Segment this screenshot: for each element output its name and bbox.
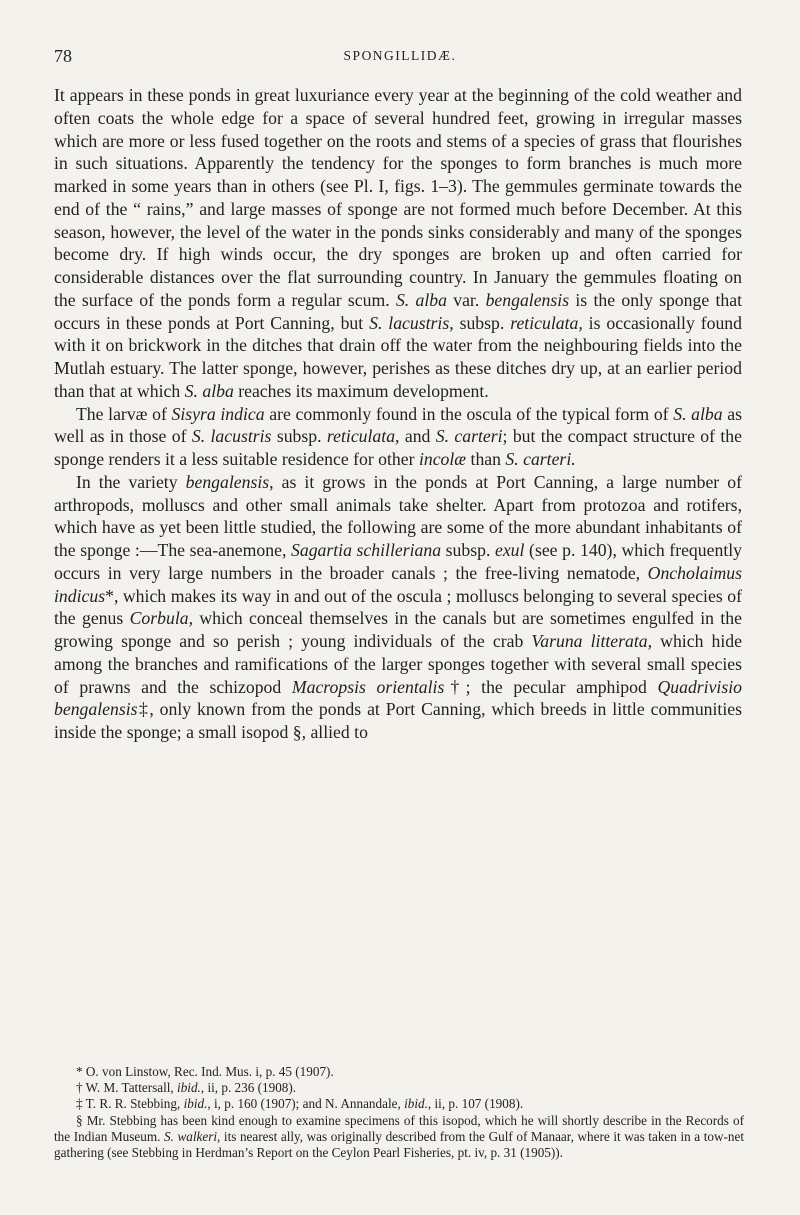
italic-run: S. carteri xyxy=(435,426,503,447)
footnote-3 xyxy=(54,1096,744,1112)
italic-run: Oncholaimus indicus xyxy=(54,562,742,606)
text-run: as it grows in the ponds at Port Canning, a large number of arthropods, molluscs and other small animals take shelter. Apart from protozoa and rotifers, which have as yet been little studied, the following are some of the more abundant inhabitants of the sponge :—The sea-anemone, xyxy=(54,471,742,560)
italic-run: ibid. xyxy=(404,1096,428,1112)
text-run: , ii, p. 236 (1908). xyxy=(200,1080,297,1096)
footnote-4 xyxy=(54,1113,744,1162)
italic-run: S. lacustris xyxy=(191,426,272,447)
text-run: is the only sponge that occurs in these ponds at Port Canning, but xyxy=(54,289,743,333)
italic-run: incolæ xyxy=(418,449,467,469)
italic-run: bengalensis xyxy=(485,289,570,310)
text-run: which hide among the branches and ramifications of the larger sponges together with several small species of prawns and the schizopod xyxy=(54,631,742,697)
italic-run: exul xyxy=(494,540,525,560)
italic-run: Quadrivisio bengalensis xyxy=(54,676,742,720)
text-run: as well as in those of xyxy=(54,403,742,447)
text-run: , i, p. 160 (1907); and N. Annandale, xyxy=(207,1096,405,1112)
italic-run: reticulata, xyxy=(510,312,583,333)
italic-run: bengalensis, xyxy=(185,471,274,492)
text-run: ‡, only known from the ponds at Port Canning, which breeds in little communities inside the sponge; a small isopod §, allied to xyxy=(54,699,742,742)
text-run: (see p. 140), which frequently occurs in very large numbers in the broader canals ; the free-living nematode, xyxy=(54,540,742,583)
text-run: subsp. xyxy=(441,540,495,560)
italic-run: Corbula, xyxy=(129,608,194,629)
italic-run: ibid. xyxy=(183,1096,208,1112)
italic-run: Sagartia schilleriana xyxy=(291,540,442,560)
italic-run: Macropsis orientalis xyxy=(291,676,445,697)
text-run: is occasionally found with it on brickwork in the ditches that drain off the water from the neighbouring fields into the Mutlah estuary. The latter sponge, however, perishes as these ditches dry up, at an earlier period than that at which xyxy=(54,312,742,401)
footnote-1 xyxy=(54,1064,744,1080)
text-run: subsp. xyxy=(453,312,511,333)
text-run: reaches its maximum development. xyxy=(233,380,489,401)
paragraph-3 xyxy=(54,471,742,744)
italic-run: ibid. xyxy=(177,1080,201,1096)
text-run: In the variety xyxy=(76,471,186,492)
text-run: are commonly found in the oscula of the typical form of xyxy=(264,403,674,424)
text-run: , ii, p. 107 (1908). xyxy=(427,1096,524,1112)
italic-run: S. lacustris, xyxy=(369,312,454,333)
page-number: 78 xyxy=(54,46,72,66)
body-text xyxy=(54,84,742,744)
text-run: which conceal themselves in the canals but are sometimes engulfed in the growing sponge and so perish ; young individuals of the crab xyxy=(54,608,742,651)
text-run: than xyxy=(466,449,506,469)
running-title: SPONGILLIDÆ. xyxy=(343,48,457,63)
text-run: †; the pecular amphipod xyxy=(444,676,658,697)
italic-run: S. alba xyxy=(184,380,234,401)
text-run: It appears in these ponds in great luxuriance every year at the beginning of the cold weather and often coats the whole edge for a space of several hundred feet, growing in irregular masses which are more or less fused together on the roots and stems of a species of grass that flourishes in such situations. Apparently the tendency for the sponges to form branches is much more marked in some years than in others (see Pl. I, figs. 1–3). The gemmules germinate towards the end of the “ rains,” and large masses of sponge are not formed much before December. At this season, however, the level of the water in the ponds sinks considerably and many of the sponges become dry. If high winds occur, the dry sponges are broken up and often carried for considerable distances over the flat surrounding country. In January the gemmules floating on the surface of the ponds form a regular scum. xyxy=(54,85,742,310)
text-run: The larvæ of xyxy=(76,403,172,424)
footnotes xyxy=(54,1064,744,1161)
paragraph-1 xyxy=(54,84,742,403)
italic-run: S. alba xyxy=(673,403,723,424)
paragraph-2 xyxy=(54,403,742,471)
italic-run: Sisyra indica xyxy=(171,403,265,424)
italic-run: Varuna litterata, xyxy=(531,631,653,651)
text-run: and xyxy=(399,426,436,447)
text-run: its nearest ally, was originally described from the Gulf of Manaar, where it was taken in a tow-net gathering (see Stebbing in Herdman’s Report on the Ceylon Pearl Fisheries, pt. iv, p. 31 (1905)). xyxy=(54,1128,744,1161)
text-run: ‡ T. R. R. Stebbing, xyxy=(76,1096,184,1112)
italic-run: reticulata, xyxy=(326,426,400,447)
text-run: var. xyxy=(446,289,486,310)
footnote-2 xyxy=(54,1080,744,1096)
text-run: *, which makes its way in and out of the oscula ; molluscs belonging to several species of the genus xyxy=(54,585,742,629)
italic-run: S. carteri. xyxy=(505,449,576,469)
italic-run: S. alba xyxy=(395,289,447,310)
text-run: ; but the compact structure of the sponge renders it a less suitable residence for other xyxy=(54,426,743,469)
text-run: * O. von Linstow, Rec. Ind. Mus. i, p. 45 (1907). xyxy=(76,1064,334,1079)
text-run: subsp. xyxy=(271,426,327,447)
text-run: § Mr. Stebbing has been kind enough to examine specimens of this isopod, which he will shortly describe in the Records of the Indian Museum. xyxy=(54,1112,744,1144)
text-run: † W. M. Tattersall, xyxy=(76,1080,178,1096)
running-head xyxy=(54,46,746,70)
italic-run: S. walkeri, xyxy=(164,1128,221,1144)
